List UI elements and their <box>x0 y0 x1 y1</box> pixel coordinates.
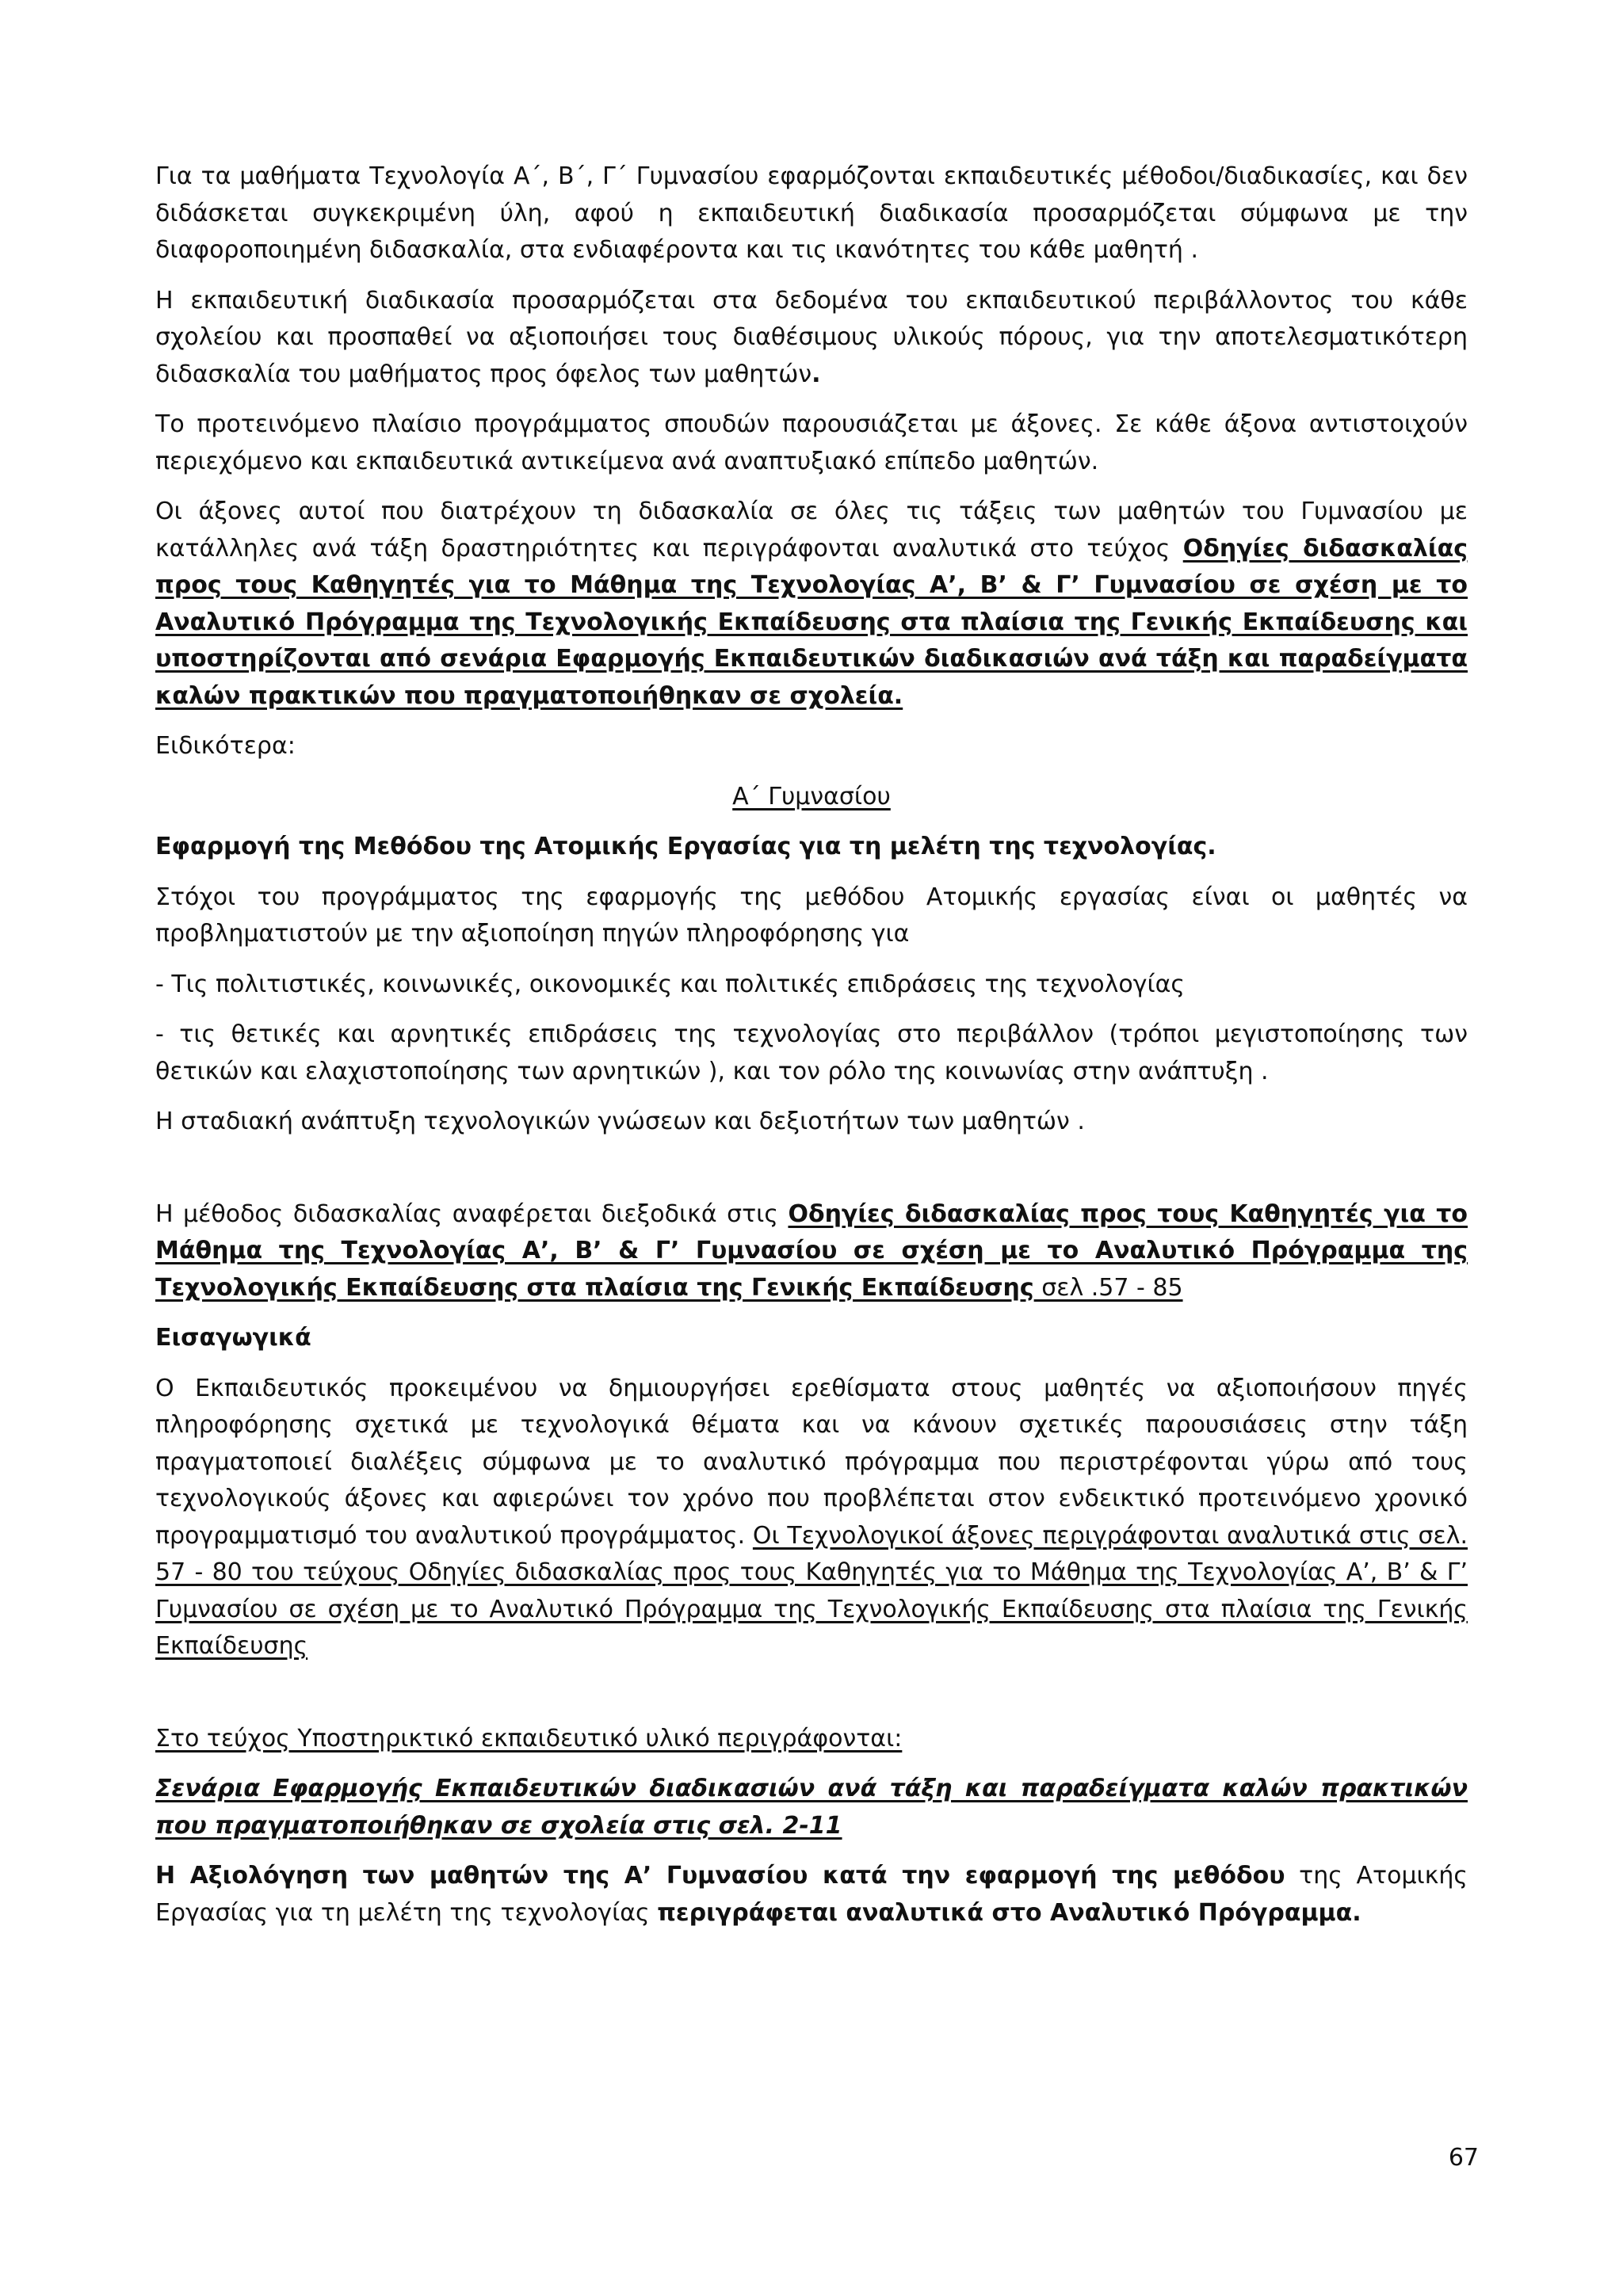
method-heading: Εφαρμογή της Μεθόδου της Ατομικής Εργασίας για τη μελέτη της τεχνολογίας. <box>155 833 1216 860</box>
paragraph-method-reference-text: Η μέθοδος διδασκαλίας αναφέρεται διεξοδικά στις <box>155 1199 789 1228</box>
paragraph-adaptation-text: Η εκπαιδευτική διαδικασία προσαρμόζεται στα δεδομένα του εκπαιδευτικού περιβάλλοντος του κάθε σχολείου και προσπαθεί να αξιοποιήσει τους διαθέσιμους υλικούς πόρους, για την αποτελεσματικότερη διδασκαλία του μαθήματος προς όφελος των μαθητών <box>155 286 1468 388</box>
paragraph-axes-detail-text: Οι άξονες αυτοί που διατρέχουν τη διδασκαλία σε όλες τις τάξεις των μαθητών του Γυμνασίου με κατάλληλες ανά τάξη δραστηριότητες και περιγράφονται αναλυτικά στο τεύχος <box>155 498 1468 563</box>
guide-reference-link: Οδηγίες διδασκαλίας προς τους Καθηγητές για το Μάθημα της Τεχνολογίας Α’, Β’ & Γ’ Γυμνασίου σε σχέση με το Αναλυτικό Πρόγραμμα της Τεχνολογικής Εκπαίδευσης στα πλαίσια της Γενικής Εκπαίδευσης και υποστηρίζονται από σενάρια Εφαρμογής Εκπαιδευτικών διαδικασιών ανά τάξη και παραδείγματα καλών πρακτικών που πραγματοποιήθηκαν σε σχολεία. <box>155 534 1468 710</box>
page-range: σελ .57 - 85 <box>1033 1273 1183 1302</box>
paragraph-axes-detail <box>155 494 1468 715</box>
bullet-cultural-effects: - Τις πολιτιστικές, κοινωνικές, οικονομικές και πολιτικές επιδράσεις της τεχνολογίας <box>155 970 1185 998</box>
scenarios-reference: Σενάρια Εφαρμογής Εκπαιδευτικών διαδικασιών ανά τάξη και παραδείγματα καλών πρακτικών που πραγματοποιήθηκαν σε σχολεία στις σελ. 2-11 <box>155 1775 1468 1840</box>
assessment-bold-start: Η Αξιολόγηση των μαθητών της Α’ Γυμνασίου κατά την εφαρμογή της μεθόδου <box>155 1862 1285 1890</box>
paragraph-axes: Το προτεινόμενο πλαίσιο προγράμματος σπουδών παρουσιάζεται με άξονες. Σε κάθε άξονα αντιστοιχούν περιεχόμενο και εκπαιδευτικά αντικείμενα ανά αναπτυξιακό επίπεδο μαθητών. <box>155 410 1468 475</box>
paragraph-skills: Η σταδιακή ανάπτυξη τεχνολογικών γνώσεων και δεξιοτήτων των μαθητών . <box>155 1108 1085 1135</box>
intro-heading: Εισαγωγικά <box>155 1324 311 1352</box>
paragraph-adaptation <box>155 283 1468 394</box>
paragraph-goals: Στόχοι του προγράμματος της εφαρμογής της μεθόδου Ατομικής εργασίας είναι οι μαθητές να προβληματιστούν με την αξιοποίηση πηγών πληροφόρησης για <box>155 883 1468 948</box>
assessment-bold-end: περιγράφεται αναλυτικά στο Αναλυτικό Πρόγραμμα. <box>657 1898 1361 1927</box>
page-number: 67 <box>1448 2144 1479 2172</box>
paragraph-adaptation-period: . <box>812 360 821 388</box>
paragraph-method-reference <box>155 1196 1468 1307</box>
section-heading-grade-a: Α΄ Γυμνασίου <box>732 782 891 810</box>
paragraph-educator <box>155 1371 1468 1665</box>
axes-reference-link: Οι Τεχνολογικοί άξονες περιγράφονται αναλυτικά στις σελ. 57 - 80 του τεύχους Οδηγίες διδασκαλίας προς τους Καθηγητές για το Μάθημα της Τεχνολογίας Α’, Β’ & Γ’ Γυμνασίου σε σχέση με το Αναλυτικό Πρόγραμμα της Τεχνολογικής Εκπαίδευσης στα πλαίσια της Γενικής Εκπαίδευσης <box>155 1521 1468 1660</box>
paragraph-educator-text: Ο Εκπαιδευτικός προκειμένου να δημιουργήσει ερεθίσματα στους μαθητές να αξιοποιήσουν πηγές πληροφόρησης σχετικά με τεχνολογικά θέματα και να κάνουν σχετικές παρουσιάσεις στην τάξη πραγματοποιεί διαλέξεις σύμφωνα με το αναλυτικό πρόγραμμα που περιστρέφονται γύρω από τους τεχνολογικούς άξονες και αφιερώνει τον χρόνο που προβλέπεται στον ενδεικτικό προτεινόμενο χρονικό προγραμματισμό του αναλυτικού προγράμματος. <box>155 1374 1468 1550</box>
paragraph-specifically: Ειδικότερα: <box>155 732 296 760</box>
paragraph-assessment <box>155 1858 1468 1932</box>
bullet-environmental-effects: - τις θετικές και αρνητικές επιδράσεις της τεχνολογίας στο περιβάλλον (τρόποι μεγιστοποίησης των θετικών και ελαχιστοποίησης των αρνητικών ), και τον ρόλο της κοινωνίας στην ανάπτυξη . <box>155 1020 1468 1085</box>
document-page <box>155 158 1468 1945</box>
supporting-material-heading: Στο τεύχος Υποστηρικτικό εκπαιδευτικό υλικό περιγράφονται: <box>155 1724 903 1753</box>
paragraph-intro: Για τα μαθήματα Τεχνολογία Α΄, Β΄, Γ΄ Γυμνασίου εφαρμόζονται εκπαιδευτικές μέθοδοι/διαδικασίες, και δεν διδάσκεται συγκεκριμένη ύλη, αφού η εκπαιδευτική διαδικασία προσαρμόζεται σύμφωνα με την διαφοροποιημένη διδασκαλία, στα ενδιαφέροντα και τις ικανότητες του κάθε μαθητή . <box>155 162 1468 264</box>
assessment-text: της Ατομικής Εργασίας για τη μελέτη της τεχνολογίας <box>155 1862 1468 1927</box>
guide-reference-link-2: Οδηγίες διδασκαλίας προς τους Καθηγητές για το Μάθημα της Τεχνολογίας Α’, Β’ & Γ’ Γυμνασίου σε σχέση με το Αναλυτικό Πρόγραμμα της Τεχνολογικής Εκπαίδευσης στα πλαίσια της Γενικής Εκπαίδευσης <box>155 1199 1468 1302</box>
